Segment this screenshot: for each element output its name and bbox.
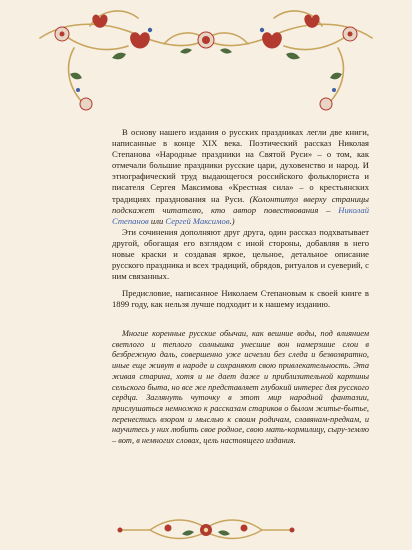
- author-stepanov-link[interactable]: Николай Степанов: [112, 204, 369, 226]
- intro-paragraph-2: Эти сочинения дополняют друг друга, один рассказ подхватывает другой, обогащая его взглядом с иной стороны, добавляя в него новые краски и создавая яркое, цельное, детальное описание русского праздника и всех традиций, обрядов, ритуалов и суеверий, с ним связанных.: [112, 226, 369, 282]
- intro-paragraph-1: [112, 127, 369, 227]
- header-note-start: (Колонтитул вверху страницы подскажет читателю, кто автор повествования –: [112, 193, 370, 215]
- top-floral-ornament: [0, 0, 412, 118]
- intro-paragraph-3: Предисловие, написанное Николаем Степановым к своей книге в 1899 году, как нельзя лучше подходит и к нашему изданию.: [112, 288, 369, 310]
- paragraph-1-text: В основу нашего издания о русских праздниках легли две книги, написанные в конце XIX века. Поэтический рассказ Николая Степанова «Народные праздники на Святой Руси» – о том, как отмечали большие праздники русские цари, духовенство и народ. И этнографический труд выдающегося российского фольклориста и писателя Сергея Максимова «Крестная сила» – о крестьянских традициях празднования на Руси.: [112, 127, 369, 204]
- header-note-end: .): [229, 215, 235, 226]
- bottom-floral-ornament: [0, 508, 412, 550]
- quoted-preface-text: Многие коренные русские обычаи, как вешние воды, под влиянием светлого и теплого солнышка унесшие вон намерзшие слои в безбрежную даль, совершенно уже исчезли без следа и безвозвратно, иные еще живут в народе и сохраняют свою привлекательность. Эта живая старина, хотя и не дает даже и приблизительной картины сельского быта, но все же представляет глубокий интерес для русского сердца. Заглянуть чуточку в этот мир народной фантазии, прислушаться немножко к рассказам стариков о былом житье-бытье, перенестись взором и мыслью к своим родичам, славянам-предкам, и научитесь у них любить свое родное, свою мать-кормилицу, сыру-землю – вот, в немногих словах, цель настоящего издания.: [112, 329, 369, 446]
- author-maksimov-link[interactable]: Сергей Максимов: [165, 215, 230, 226]
- header-note-or: или: [148, 215, 166, 226]
- intro-text: [112, 127, 369, 311]
- quoted-preface: [112, 329, 369, 447]
